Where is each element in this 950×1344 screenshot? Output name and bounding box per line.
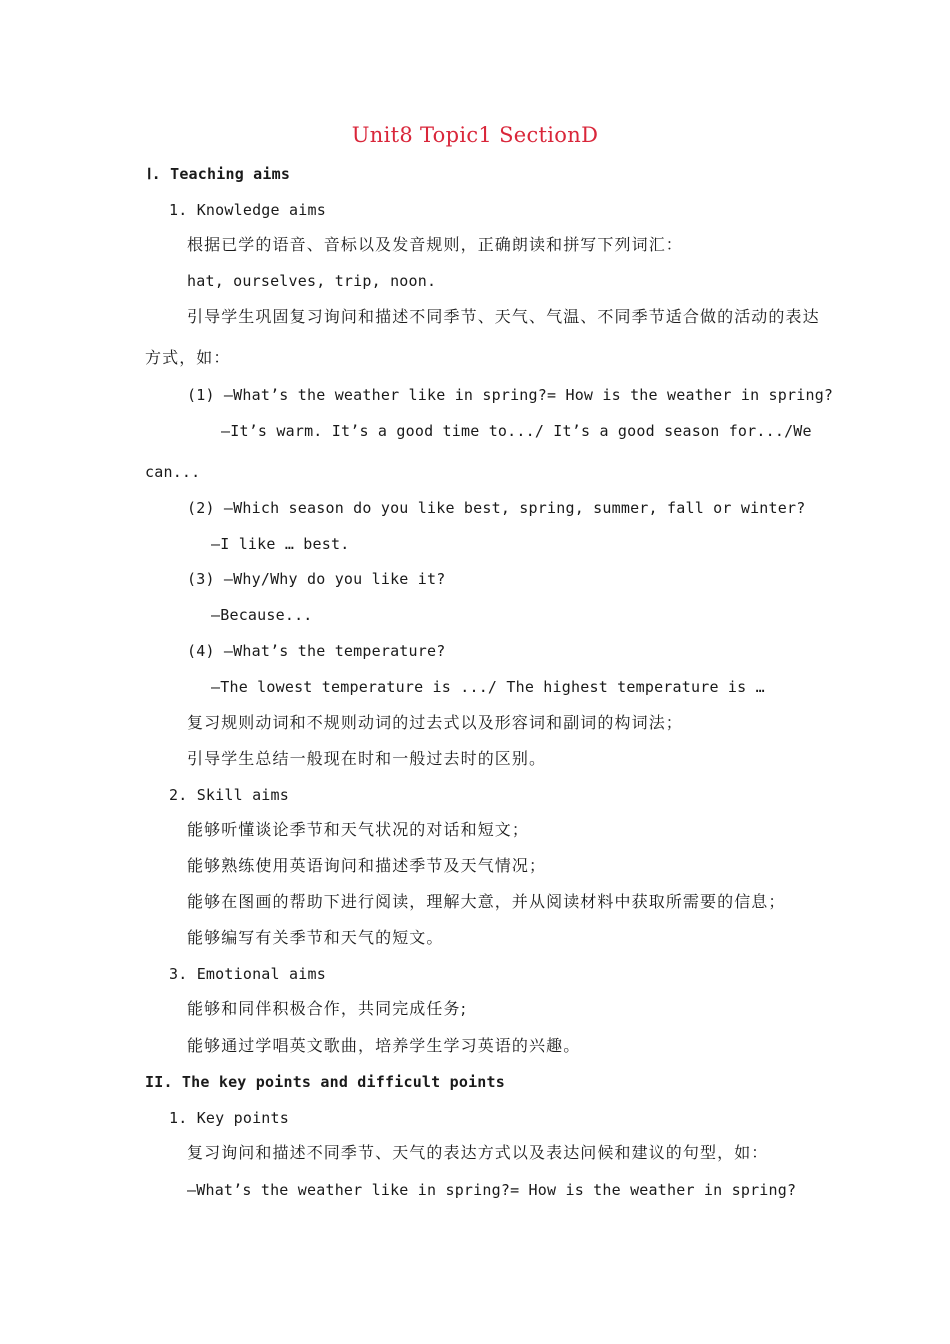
example-line: —What’s the weather like in spring?= How is the weather in spring? bbox=[187, 1181, 797, 1199]
example-line: (4) —What’s the temperature? bbox=[187, 642, 446, 660]
subheading-knowledge-aims: 1. Knowledge aims bbox=[169, 201, 326, 219]
paragraph-line: 能够听懂谈论季节和天气状况的对话和短文； bbox=[187, 820, 530, 839]
example-line: —The lowest temperature is .../ The highest temperature is … bbox=[211, 678, 765, 696]
example-line: (1) —What’s the weather like in spring?= How is the weather in spring? bbox=[187, 386, 834, 404]
paragraph-line: 复习规则动词和不规则动词的过去式以及形容词和副词的构词法； bbox=[187, 713, 683, 732]
paragraph-line: 能够通过学唱英文歌曲，培养学生学习英语的兴趣。 bbox=[187, 1036, 581, 1055]
example-line: —I like … best. bbox=[211, 535, 350, 553]
vocabulary-line: hat, ourselves, trip, noon. bbox=[187, 272, 437, 290]
example-line: —It’s warm. It’s a good time to.../ It’s a good season for.../We bbox=[221, 422, 812, 440]
paragraph-line: 能够编写有关季节和天气的短文。 bbox=[187, 928, 444, 947]
example-line: —Because... bbox=[211, 606, 313, 624]
subheading-key-points: 1. Key points bbox=[169, 1109, 289, 1127]
paragraph-line: 根据已学的语音、音标以及发音规则，正确朗读和拼写下列词汇： bbox=[187, 235, 683, 254]
example-line: (3) —Why/Why do you like it? bbox=[187, 570, 446, 588]
paragraph-line: 复习询问和描述不同季节、天气的表达方式以及表达问候和建议的句型，如： bbox=[187, 1143, 769, 1162]
example-line: (2) —Which season do you like best, spring, summer, fall or winter? bbox=[187, 499, 806, 517]
paragraph-line: 能够在图画的帮助下进行阅读，理解大意，并从阅读材料中获取所需要的信息； bbox=[187, 892, 786, 911]
paragraph-line: 引导学生巩固复习询问和描述不同季节、天气、气温、不同季节适合做的活动的表达 bbox=[187, 307, 820, 326]
document-title: Unit8 Topic1 SectionD bbox=[351, 123, 599, 147]
subheading-skill-aims: 2. Skill aims bbox=[169, 786, 289, 804]
section-heading-key-points: II. The key points and difficult points bbox=[145, 1073, 505, 1091]
example-line: can... bbox=[145, 463, 201, 481]
paragraph-line: 引导学生总结一般现在时和一般过去时的区别。 bbox=[187, 749, 547, 768]
paragraph-line: 能够熟练使用英语询问和描述季节及天气情况； bbox=[187, 856, 547, 875]
paragraph-line: 方式，如： bbox=[145, 348, 231, 367]
section-heading-teaching-aims: Ⅰ. Teaching aims bbox=[147, 165, 291, 183]
subheading-emotional-aims: 3. Emotional aims bbox=[169, 965, 326, 983]
paragraph-line: 能够和同伴积极合作，共同完成任务; bbox=[187, 999, 468, 1018]
